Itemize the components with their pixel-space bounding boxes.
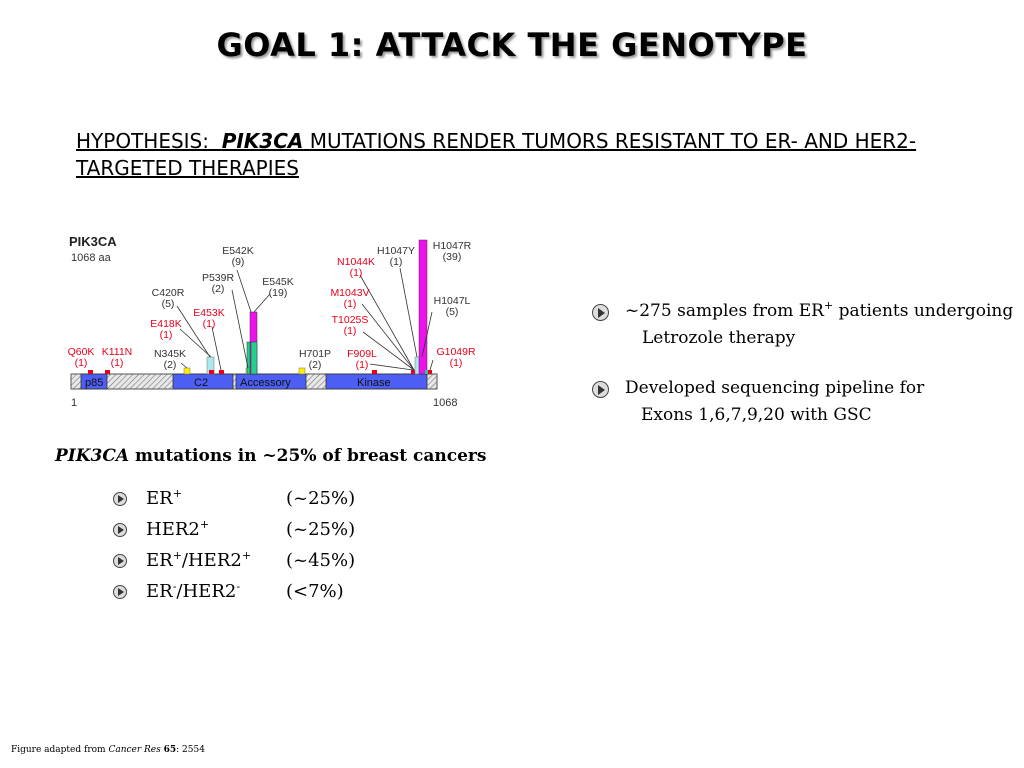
mutation-label: E542K bbox=[222, 245, 254, 257]
subtype-sup: - bbox=[172, 580, 177, 593]
slide-title: GOAL 1: ATTACK THE GENOTYPE bbox=[216, 26, 808, 64]
mutation-label: E418K bbox=[150, 318, 182, 330]
samples-text-post: patients undergoing bbox=[833, 301, 1014, 321]
mutation-label: F909L bbox=[347, 348, 377, 360]
subtype-label bbox=[146, 488, 182, 509]
mutation-count: (1) bbox=[110, 357, 124, 369]
leader-line bbox=[254, 294, 270, 312]
subtype-label bbox=[146, 550, 251, 571]
leader-line bbox=[181, 363, 187, 368]
footnote-pre: Figure adapted from bbox=[11, 745, 109, 755]
subtype-name: ER bbox=[146, 550, 173, 571]
mutation-count: (1) bbox=[349, 267, 363, 279]
bullet-text-line2: Letrozole therapy bbox=[642, 328, 796, 348]
hypothesis-prefix: HYPOTHESIS: bbox=[76, 129, 209, 153]
play-bullet-icon bbox=[113, 492, 127, 506]
mutation-label: H1047Y bbox=[377, 245, 415, 257]
bullet-samples bbox=[594, 298, 1013, 352]
subtype-sup: + bbox=[172, 487, 182, 500]
er-sup: + bbox=[823, 299, 834, 312]
mutation-count: (5) bbox=[161, 298, 175, 310]
figure-caption bbox=[55, 446, 486, 466]
mutation-count: (5) bbox=[445, 306, 459, 318]
mutation-bar bbox=[428, 370, 432, 374]
mutation-label: N345K bbox=[153, 348, 187, 360]
leader-line bbox=[237, 270, 251, 312]
mutation-bar bbox=[88, 370, 93, 374]
hypothesis-gene: PIK3CA bbox=[221, 129, 304, 153]
mutation-count: (1) bbox=[389, 256, 403, 268]
gene-name: PIK3CA bbox=[69, 234, 117, 249]
mutation-bar bbox=[251, 342, 257, 374]
leader-line bbox=[232, 290, 248, 368]
mutation-label: Q60K bbox=[67, 346, 95, 358]
mutation-count: (1) bbox=[343, 298, 357, 310]
footnote-pages: : 2554 bbox=[176, 745, 205, 755]
play-bullet-icon bbox=[592, 381, 609, 398]
gene-length: 1068 aa bbox=[71, 252, 111, 264]
mutation-bar bbox=[105, 370, 110, 374]
mutation-count: (1) bbox=[202, 318, 216, 330]
samples-text: ~275 samples from ER bbox=[625, 301, 824, 321]
start-position: 1 bbox=[71, 397, 78, 409]
mutation-count: (1) bbox=[449, 357, 463, 369]
subtype-name: ER bbox=[146, 581, 173, 602]
figure-source-footnote bbox=[11, 745, 205, 755]
subtype-label bbox=[146, 581, 240, 602]
play-bullet-icon bbox=[592, 304, 609, 321]
mutation-label: C420R bbox=[151, 287, 185, 299]
subtype-name-2: /HER2 bbox=[176, 581, 237, 602]
mutation-count: (1) bbox=[343, 325, 357, 337]
bullet-pipeline bbox=[594, 375, 924, 429]
mutation-label: E545K bbox=[262, 276, 294, 288]
mutation-count: (2) bbox=[211, 283, 225, 295]
hypothesis-text: MUTATIONS RENDER TUMORS RESISTANT TO ER- AND HER2-TARGETED THERAPIES bbox=[76, 129, 917, 180]
subtype-name-2: /HER2 bbox=[181, 550, 242, 571]
mutation-count: (2) bbox=[308, 359, 322, 371]
caption-text: mutations in ~25% of breast cancers bbox=[129, 446, 487, 466]
subtype-sup-2: + bbox=[241, 549, 252, 562]
mutation-label: H1047L bbox=[433, 295, 471, 307]
mutation-count: (1) bbox=[74, 357, 88, 369]
subtype-percent: (<7%) bbox=[286, 581, 344, 602]
mutation-bar bbox=[219, 370, 224, 374]
mutation-label: M1043V bbox=[330, 287, 370, 299]
subtype-percent: (~25%) bbox=[286, 519, 356, 540]
hypothesis-statement bbox=[76, 128, 956, 182]
footnote-volume: 65 bbox=[163, 745, 177, 755]
bullet-text-line2: Exons 1,6,7,9,20 with GSC bbox=[641, 405, 872, 425]
mutation-label: T1025S bbox=[331, 314, 369, 326]
mutation-count: (2) bbox=[163, 359, 177, 371]
mutation-bar bbox=[372, 370, 377, 374]
subtype-name: ER bbox=[146, 488, 173, 509]
mutation-bar bbox=[209, 370, 214, 374]
domain-label: C2 bbox=[194, 377, 209, 389]
leader-line bbox=[400, 268, 417, 357]
mutation-label: N1044K bbox=[337, 256, 375, 268]
domain-label: Kinase bbox=[357, 377, 391, 389]
play-bullet-icon bbox=[113, 585, 127, 599]
subtype-label bbox=[146, 519, 209, 540]
subtype-sup: + bbox=[172, 549, 182, 562]
subtype-name: HER2 bbox=[146, 519, 200, 540]
footnote-journal: Cancer Res bbox=[108, 745, 161, 755]
mutation-count: (9) bbox=[231, 256, 245, 268]
subtype-percent: (~45%) bbox=[286, 550, 356, 571]
play-bullet-icon bbox=[113, 523, 127, 537]
domain-label: p85 bbox=[85, 377, 104, 389]
subtype-sup: + bbox=[199, 518, 210, 531]
mutation-bar bbox=[299, 368, 305, 374]
caption-gene: PIK3CA bbox=[55, 446, 130, 466]
mutation-count: (1) bbox=[159, 329, 173, 341]
play-bullet-icon bbox=[113, 554, 127, 568]
mutation-label: P539R bbox=[201, 272, 235, 284]
mutation-label: G1049R bbox=[436, 346, 476, 358]
mutation-label: H1047R bbox=[432, 240, 472, 252]
mutation-count: (39) bbox=[442, 251, 462, 263]
bullet-text bbox=[625, 298, 1013, 325]
subtype-sup-2: - bbox=[236, 580, 241, 593]
bullet-text: Developed sequencing pipeline for bbox=[625, 378, 925, 398]
mutation-count: (1) bbox=[355, 359, 369, 371]
domain-label: Accessory bbox=[240, 377, 291, 389]
end-position: 1068 bbox=[433, 397, 458, 409]
mutation-count: (19) bbox=[268, 287, 288, 299]
leader-line bbox=[430, 360, 433, 370]
subtype-percent: (~25%) bbox=[286, 488, 356, 509]
mutation-label: H701P bbox=[298, 348, 332, 360]
mutation-label: E453K bbox=[193, 307, 225, 319]
mutation-bar bbox=[184, 368, 190, 374]
pik3ca-mutation-diagram bbox=[60, 232, 490, 414]
mutation-label: K111N bbox=[101, 346, 133, 358]
